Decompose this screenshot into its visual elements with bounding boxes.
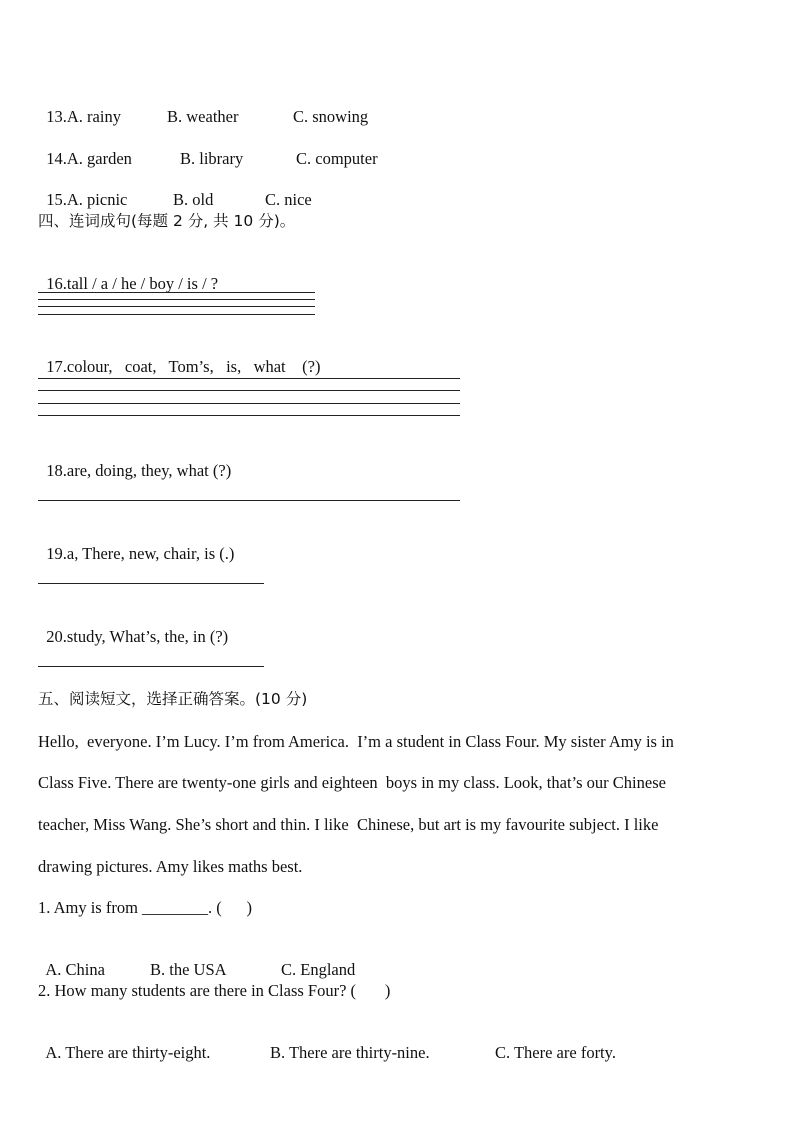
answer-line: [38, 378, 460, 379]
reading-question-1-options: [38, 940, 356, 980]
question-number: 18.: [46, 461, 67, 480]
passage-line: teacher, Miss Wang. She’s short and thin. I like Chinese, but art is my favourite subject. I like: [38, 815, 659, 834]
question-17: [38, 337, 320, 377]
reading-question-1: 1. Amy is from ________. ( ): [38, 898, 253, 917]
option-a: A. picnic: [66, 190, 128, 209]
option-a: A. rainy: [66, 107, 121, 126]
option-c: C. There are forty.: [495, 1043, 616, 1062]
answer-line: [38, 403, 460, 404]
reading-question-2-options: [38, 1023, 616, 1063]
passage-line: Class Five. There are twenty-one girls and eighteen boys in my class. Look, that’s our Chinese: [38, 773, 666, 792]
question-text: a, There, new, chair, is (.): [66, 544, 235, 563]
question-number: 19.: [46, 544, 67, 563]
answer-line: [38, 292, 315, 293]
question-number: 16.: [46, 274, 67, 293]
answer-line: [38, 500, 460, 501]
answer-line: [38, 314, 315, 315]
question-number: 17.: [46, 357, 67, 376]
answer-line: [38, 583, 264, 584]
option-b: B. library: [180, 149, 244, 168]
option-a: A. There are thirty-eight.: [45, 1043, 211, 1062]
question-13: [38, 87, 369, 127]
option-b: B. old: [173, 190, 214, 209]
option-c: C. snowing: [293, 107, 369, 126]
question-18: [38, 441, 231, 481]
option-b: B. weather: [167, 107, 239, 126]
question-text: study, What’s, the, in (?): [66, 627, 229, 646]
question-20: [38, 607, 228, 647]
answer-line: [38, 306, 315, 307]
option-c: C. nice: [265, 190, 312, 209]
question-number: 14.: [46, 149, 67, 168]
section-5-title: 五、阅读短文，选择正确答案。(10 分): [38, 690, 308, 708]
question-14: [38, 129, 378, 169]
option-a: A. China: [45, 960, 105, 979]
reading-question-2: 2. How many students are there in Class Four? ( ): [38, 981, 391, 1000]
question-15: [38, 170, 312, 210]
question-16: [38, 254, 218, 294]
answer-line: [38, 390, 460, 391]
option-c: C. computer: [296, 149, 378, 168]
question-number: 13.: [46, 107, 67, 126]
question-text: are, doing, they, what (?): [66, 461, 232, 480]
answer-line: [38, 666, 264, 667]
question-number: 20.: [46, 627, 67, 646]
question-text: tall / a / he / boy / is / ?: [66, 274, 219, 293]
option-b: B. There are thirty-nine.: [270, 1043, 430, 1062]
option-c: C. England: [281, 960, 356, 979]
option-a: A. garden: [66, 149, 132, 168]
answer-line: [38, 415, 460, 416]
option-b: B. the USA: [150, 960, 227, 979]
passage-line: Hello, everyone. I’m Lucy. I’m from America. I’m a student in Class Four. My sister Amy is in: [38, 732, 674, 751]
section-4-title: 四、连词成句(每题 2 分, 共 10 分)。: [38, 212, 296, 230]
answer-line: [38, 299, 315, 300]
passage-line: drawing pictures. Amy likes maths best.: [38, 857, 303, 876]
question-19: [38, 524, 234, 564]
question-text: colour, coat, Tom’s, is, what (?): [66, 357, 321, 376]
question-number: 15.: [46, 190, 67, 209]
